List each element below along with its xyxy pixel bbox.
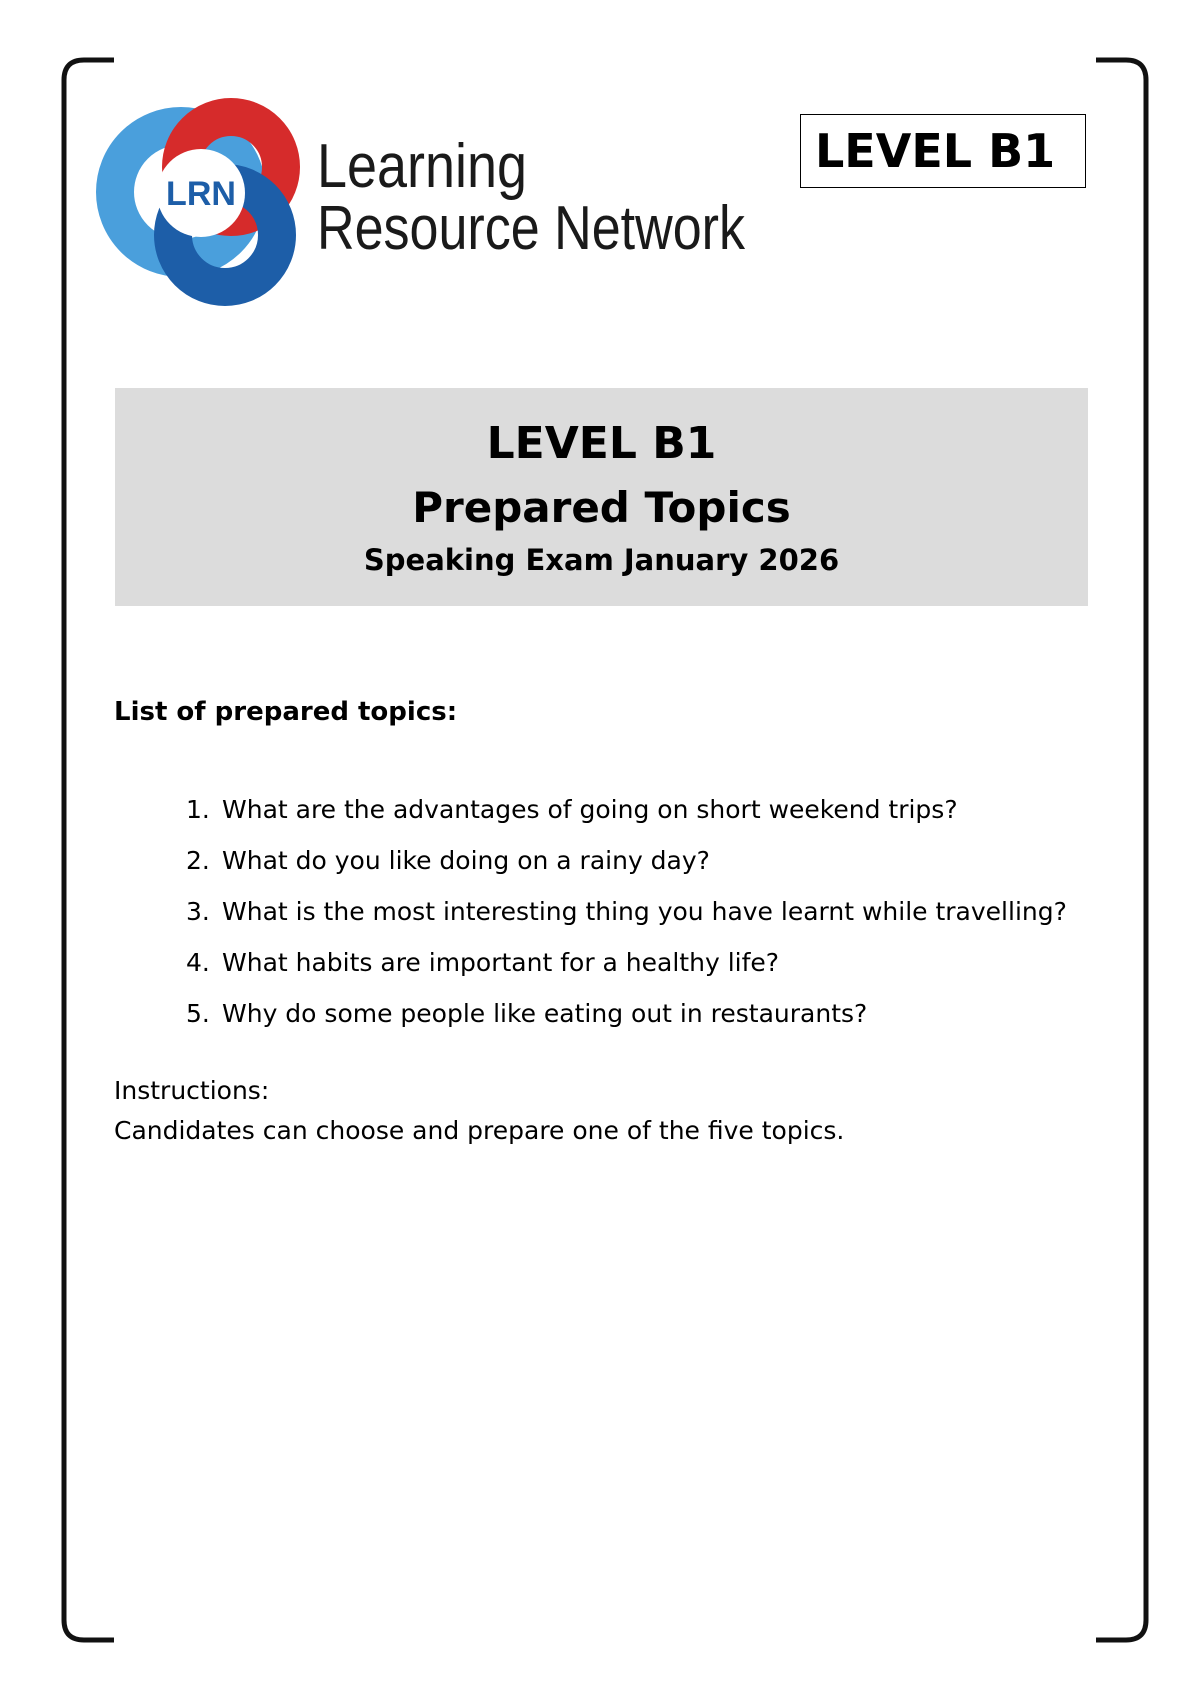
- logo-line2: Resource Network: [317, 194, 746, 263]
- banner-subtitle: Prepared Topics: [412, 483, 791, 532]
- list-item-number: 1.: [186, 795, 210, 824]
- list-item: [186, 835, 1067, 886]
- list-item-text: What are the advantages of going on short weekend trips?: [222, 795, 958, 824]
- frame-right-bracket: [1096, 60, 1146, 1640]
- list-item: [186, 937, 1067, 988]
- list-item: [186, 988, 1067, 1039]
- topics-list: [186, 784, 1067, 1039]
- logo-badge-text: LRN: [166, 175, 236, 213]
- list-item-number: 2.: [186, 846, 210, 875]
- list-item-text: What do you like doing on a rainy day?: [222, 846, 710, 875]
- instructions-label: Instructions:: [114, 1076, 270, 1105]
- list-item-number: 5.: [186, 999, 210, 1028]
- level-badge: LEVEL B1: [800, 114, 1086, 188]
- title-banner: [115, 388, 1088, 606]
- list-item-number: 3.: [186, 897, 210, 926]
- instructions-text: Candidates can choose and prepare one of the five topics.: [114, 1116, 845, 1145]
- logo-line1: Learning: [317, 132, 527, 201]
- banner-exam: Speaking Exam January 2026: [363, 543, 840, 577]
- lrn-logo: [95, 95, 755, 305]
- topics-heading: List of prepared topics:: [114, 697, 458, 727]
- banner-title: LEVEL B1: [486, 418, 717, 469]
- list-item: [186, 886, 1067, 937]
- list-item-number: 4.: [186, 948, 210, 977]
- list-item-text: Why do some people like eating out in restaurants?: [222, 999, 868, 1028]
- list-item-text: What is the most interesting thing you have learnt while travelling?: [222, 897, 1067, 926]
- list-item-text: What habits are important for a healthy life?: [222, 948, 780, 977]
- list-item: [186, 784, 1067, 835]
